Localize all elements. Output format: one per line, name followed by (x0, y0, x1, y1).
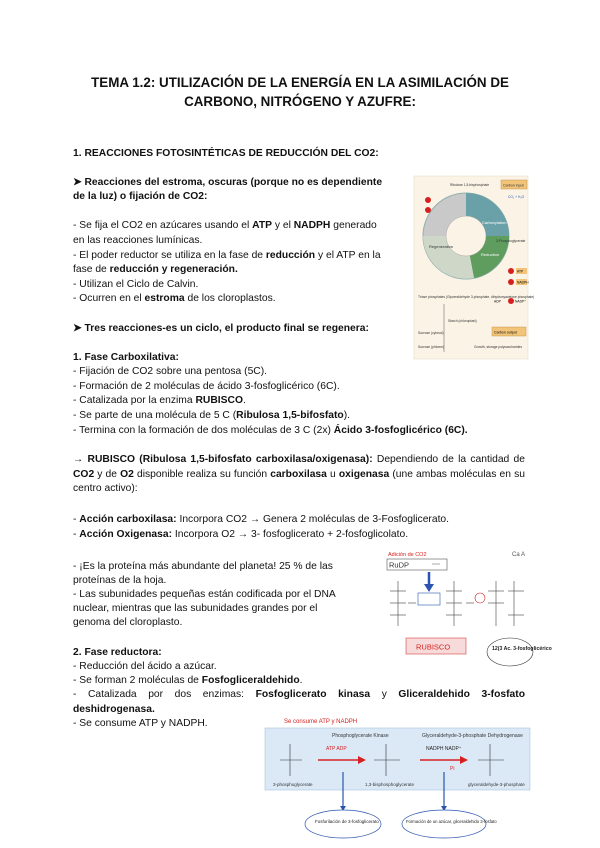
regeneration-label: Regeneration (429, 244, 454, 249)
phase1-line-1: - Fijación de CO2 sobre una pentosa (5C). (73, 366, 268, 377)
stroma-bullet-4: - Ocurren en el estroma de los cloroplastos. (73, 293, 276, 304)
page-title-line-1: TEMA 1.2: UTILIZACIÓN DE LA ENERGÍA EN LA ASIMILACIÓN DE (91, 75, 509, 90)
phase2-heading: 2. Fase reductora: (73, 647, 162, 658)
pi-label: Pi (450, 766, 455, 772)
phase2-line-3: - Catalizada por dos enzimas: Fosfoglicerato kinasa y Gliceraldehido 3-fosfato deshidrogenasa. (73, 689, 525, 715)
rubisco-oxigenasa: - Acción Oxigenasa: Incorpora O2 → 3- fosfoglicerato + 2-fosfoglicolato. (73, 529, 409, 540)
nadph-label: NADPH (517, 280, 529, 285)
carboxylation-label: Carboxylation (482, 220, 507, 225)
page-title-line-2: CARBONO, NITRÓGENO Y AZUFRE: (184, 94, 416, 109)
growth-label: Growth, storage polysaccharides (474, 345, 523, 349)
pga-label: 3-Phosphoglycerate (496, 239, 526, 243)
rubisco-carboxilasa: - Acción carboxilasa: Incorpora CO2 → Genera 2 moléculas de 3-Fosfoglicerato. (73, 514, 450, 525)
dehydrogenase-label: Glyceraldehyde-3-phosphate Dehydrogenase (422, 733, 523, 739)
three-reactions-heading: ➤ Tres reacciones-es un ciclo, el producto final se regenera: (73, 323, 369, 334)
molecule-1-label: 3-phosphoglycerate (273, 782, 313, 787)
phase1-heading: 1. Fase Carboxilativa: (73, 352, 179, 363)
calvin-cycle-figure (414, 176, 535, 359)
phase1-line-2: - Formación de 2 moléculas de ácido 3-fosfoglicérico (6C). (73, 381, 340, 392)
reduction-fig-header: Se consume ATP y NADPH (284, 719, 358, 725)
phase1-line-3: - Catalizada por la enzima RUBISCO. (73, 395, 246, 406)
stroma-bullet-2-cont: fase de reducción y regeneración. (73, 264, 238, 275)
molecule-2-label: 1,3-bisphosphoglycerate (365, 782, 415, 787)
ribulose-label: Ribulose 1,5-bisphosphate (450, 183, 490, 187)
stroma-bullet-2: - El poder reductor se utiliza en la fase de reducción y el ATP en la (73, 250, 381, 261)
phase2-line-2: - Se forman 2 moléculas de Fosfogliceraldehido. (73, 675, 303, 686)
kinase-label: Phosphoglycerate Kinase (332, 733, 389, 739)
stroma-bullet-3: - Utilizan el Ciclo de Calvin. (73, 279, 199, 290)
atp-adp-label: ATP ADP (326, 746, 347, 752)
sucrose-phloem-label: Sucrose (phloem) (418, 345, 445, 349)
rubisco-fig-label: RUBISCO (416, 642, 451, 652)
rubisco-subunits-2: nuclear, mientras que las subunidades grandes por el (73, 603, 318, 614)
phase2-line-1: - Reducción del ácido a azúcar. (73, 661, 217, 672)
stroma-heading-2: de la luz) o fijación de CO2: (73, 191, 208, 202)
phase1-line-4: - Se parte de una molécula de 5 C (Ribulosa 1,5-bifosfato). (73, 410, 350, 421)
carbon-output-label: Carbon output (494, 330, 517, 335)
rubisco-subunits-1: - Las subunidades pequeñas están codificada por el DNA (73, 589, 336, 600)
reduction-label: Reduction (481, 252, 500, 257)
rubisco-protein-2: proteínas de la hoja. (73, 575, 167, 586)
triose-label: Triose phosphates (Glyceraldehyde 3-phosphate, dihydroxyacetone phosphate) (418, 295, 535, 299)
rubisco-fig-corner: Ca A (512, 552, 526, 558)
comment-2: Formación de un azúcar, gliceraldehido 3-fosfato (406, 819, 497, 824)
reduction-phase-figure (260, 716, 534, 842)
rubisco-subunits-3: genoma del cloroplasto. (73, 617, 183, 628)
section-heading: 1. REACCIONES FOTOSINTÉTICAS DE REDUCCIÓN DEL CO2: (73, 148, 379, 159)
nadph-nadp-label: NADPH NADP⁺ (426, 746, 462, 752)
stroma-bullet-1: - Se fija el CO2 en azúcares usando el ATP y el NADPH generado (73, 220, 377, 231)
nadp-label: NADP⁺ (515, 299, 526, 304)
stroma-bullet-1-cont: en las reacciones lumínicas. (73, 235, 203, 246)
rubisco-protein-1: - ¡Es la proteína más abundante del planeta! 25 % de las (73, 561, 333, 572)
rubisco-reaction-figure (384, 546, 552, 668)
comment-1: Fosforilación de 3-fosfoglicerato (315, 819, 379, 824)
adp-label: ADP (494, 299, 501, 304)
atp-label: ATP (517, 269, 524, 274)
rubisco-paragraph: → RUBISCO (Ribulosa 1,5-bifosfato carboxilasa/oxigenasa): Dependiendo de la cantidad de CO2 y de O2 disponible realiza su función carboxilasa u oxigenasa (une ambas moléculas en su centro activo): (73, 454, 525, 495)
sucrose-cytosol-label: Sucrose (cytosol) (418, 331, 444, 335)
rubp-label: RuDP (389, 560, 410, 570)
starch-label: Starch (chloroplast) (448, 319, 477, 323)
carbon-input-label: Carbon input (503, 183, 524, 188)
co2-label: CO₂ + H₂O (508, 195, 525, 199)
rubisco-product-label: 12(3 Ac. 3-fosfoglicérico (492, 646, 552, 652)
rubisco-fig-header: Adición de CO2 (388, 552, 427, 558)
phase1-line-5: - Termina con la formación de dos moléculas de 3 C (2x) Ácido 3-fosfoglicérico (6C). (73, 425, 468, 436)
stroma-heading-1: ➤ Reacciones del estroma, oscuras (porque no es dependiente (73, 177, 383, 188)
phase2-line-4: - Se consume ATP y NADPH. (73, 718, 208, 729)
molecule-3-label: glyceraldehyde-3-phosphate (468, 782, 525, 787)
